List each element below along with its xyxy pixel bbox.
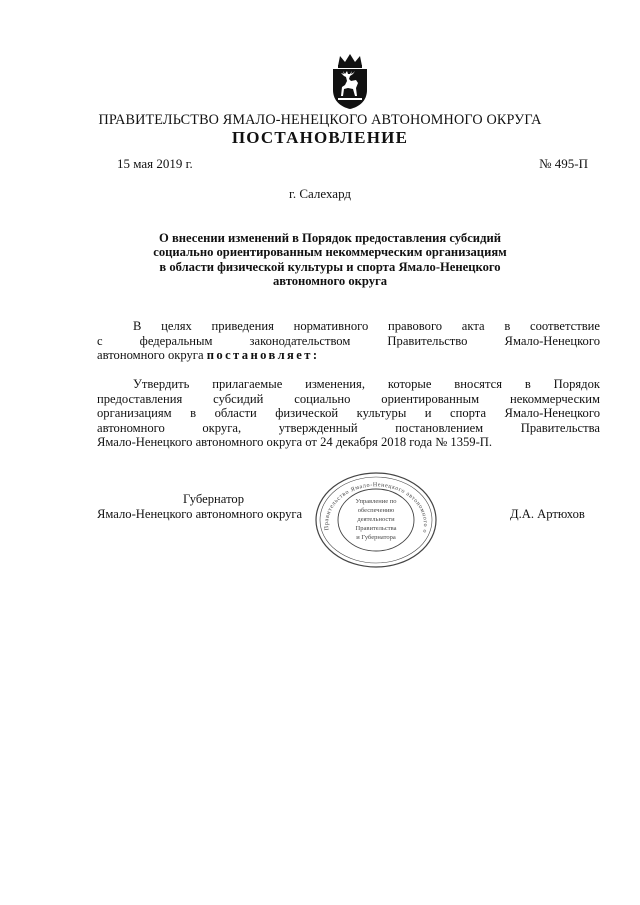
paragraph-line: организациям в области физической культуры и спорта Ямало-Ненецкого [97, 406, 600, 421]
government-name: ПРАВИТЕЛЬСТВО ЯМАЛО-НЕНЕЦКОГО АВТОНОМНОГО ОКРУГА [98, 112, 542, 128]
document-subject [110, 231, 550, 289]
signatory-title: Губернатор [183, 492, 244, 506]
subject-line: О внесении изменений в Порядок предоставления субсидий [159, 231, 501, 245]
paragraph-decision [97, 377, 600, 450]
paragraph-text: автономного округа [97, 348, 204, 363]
paragraph-line: Ямало-Ненецкого автономного округа от 24 декабря 2018 года № 1359-П. [97, 435, 493, 450]
subject-line: автономного округа [272, 274, 388, 289]
official-stamp [313, 470, 439, 570]
decree-verb: постановляет: [206, 348, 320, 363]
svg-text:и Губернатора: и Губернатора [356, 534, 396, 541]
paragraph-line: автономного округа, утвержденный постановлением Правительства [97, 420, 600, 435]
document-number: № 495-П [539, 156, 588, 171]
svg-text:Правительства: Правительства [355, 525, 397, 532]
paragraph-line: В целях приведения нормативного правового акта в соответствие [133, 319, 600, 333]
paragraph-preamble [97, 319, 600, 363]
svg-text:обеспечению: обеспечению [357, 507, 395, 514]
subject-line: социально ориентированным некоммерческим организациям [153, 245, 507, 260]
svg-text:деятельности: деятельности [357, 516, 395, 523]
paragraph-line: предоставления субсидий социально ориентированным некоммерческим [97, 391, 600, 406]
svg-text:Правительство Ямало-Ненецкого: Правительство Ямало-Ненецкого автономного о [323, 482, 429, 534]
signatory-name: Д.А. Артюхов [510, 507, 585, 521]
subject-line: в области физической культуры и спорта Ямало-Ненецкого [159, 259, 501, 274]
paragraph-line: с федеральным законодательством Правительство Ямало-Ненецкого [97, 333, 600, 348]
svg-text:Управление по: Управление по [355, 498, 397, 505]
signatory-region: Ямало-Ненецкого автономного округа [97, 507, 303, 521]
document-type: ПОСТАНОВЛЕНИЕ [231, 128, 409, 147]
document-city: г. Салехард [288, 186, 352, 201]
paragraph-line [97, 348, 600, 363]
paragraph-line: Утвердить прилагаемые изменения, которые вносятся в Порядок [133, 377, 600, 391]
coat-of-arms-emblem [328, 52, 372, 110]
document-date: 15 мая 2019 г. [117, 156, 193, 171]
